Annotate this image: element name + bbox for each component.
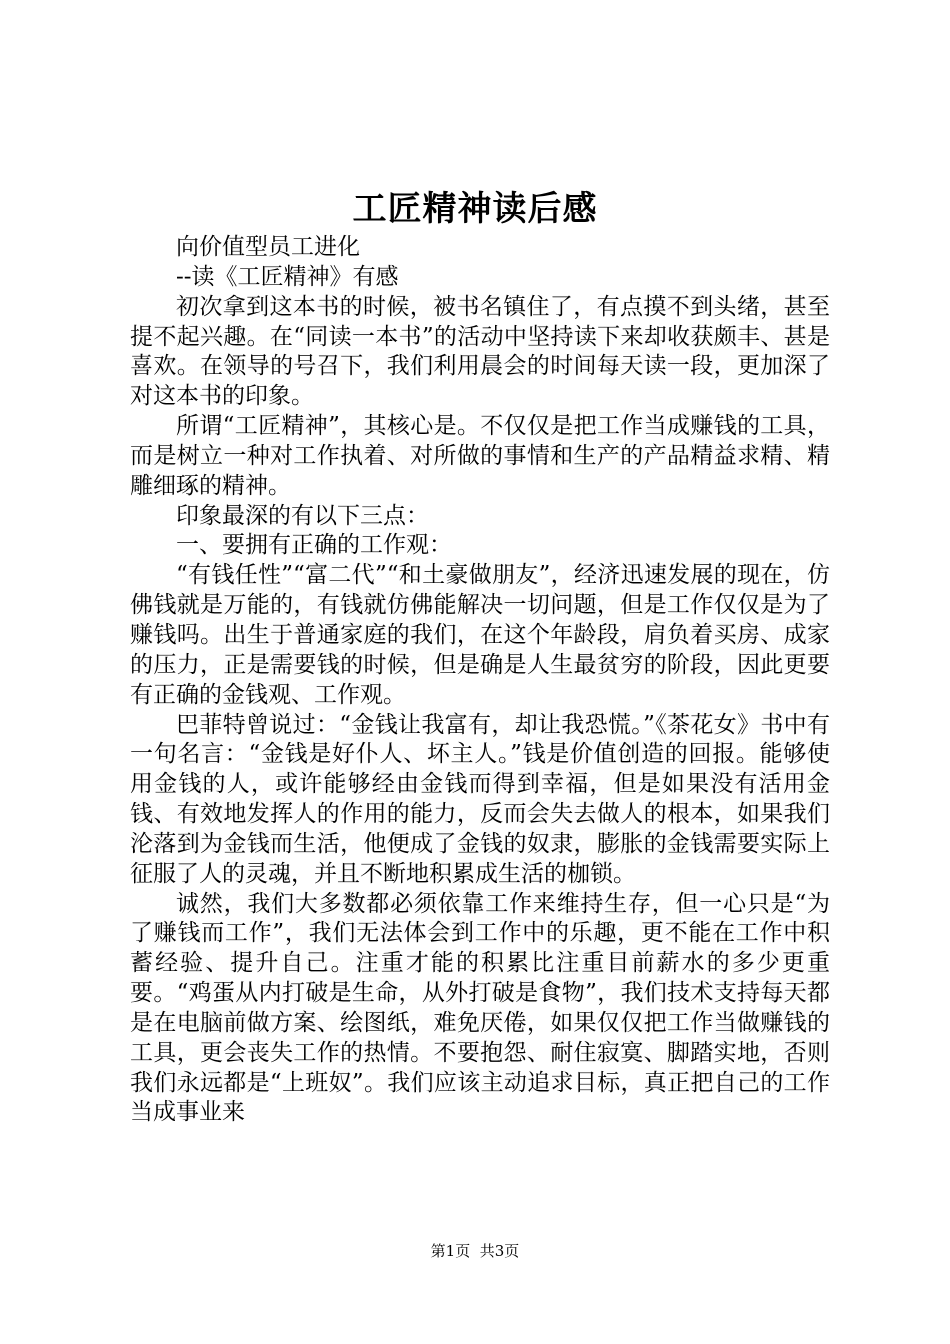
document-title: 工匠精神读后感 [352, 189, 598, 229]
subtitle-line: 向价值型员工进化 [176, 234, 360, 260]
body-paragraph: 初次拿到这本书的时候，被书名镇住了，有点摸不到头绪，甚至提不起兴趣。在“同读一本书”的活动中坚持读下来却收获颇丰、甚是喜欢。在领导的号召下，我们利用晨会的时间每天读一段，更加深了对这本书的印象。 [130, 293, 830, 410]
subtitle-line: --读《工匠精神》有感 [176, 263, 399, 290]
page-total: 共3页 [479, 1242, 520, 1260]
section-heading: 一、要拥有正确的工作观： [176, 532, 452, 559]
document-body [130, 233, 830, 1128]
body-paragraph: 印象最深的有以下三点： [176, 502, 429, 529]
page-number: 第1页 [430, 1242, 471, 1260]
body-paragraph: 巴菲特曾说过：“金钱让我富有，却让我恐慌。”《茶花女》书中有一句名言：“金钱是好仆人、坏主人。”钱是价值创造的回报。能够使用金钱的人，或许能够经由金钱而得到幸福，但是如果没有活用金钱、有效地发挥人的作用的能力，反而会失去做人的根本，如果我们沦落到为金钱而生活，他便成了金钱的奴隶，膨胀的金钱需要实际上征服了人的灵魂，并且不断地积累成生活的枷锁。 [130, 711, 830, 887]
body-paragraph: 诚然，我们大多数都必须依靠工作来维持生存，但一心只是“为了赚钱而工作”，我们无法体会到工作中的乐趣，更不能在工作中积蓄经验、提升自己。注重才能的积累比注重目前薪水的多少更重要。“鸡蛋从内打破是生命，从外打破是食物”，我们技术支持每天都是在电脑前做方案、绘图纸，难免厌倦，如果仅仅把工作当做赚钱的工具，更会丧失工作的热情。不要抱怨、耐住寂寞、脚踏实地，否则我们永远都是“上班奴”。我们应该主动追求目标，真正把自己的工作当成事业来 [130, 890, 830, 1126]
page-footer [0, 1241, 950, 1261]
body-paragraph: “有钱任性”“富二代”“和土豪做朋友”，经济迅速发展的现在，仿佛钱就是万能的，有钱就仿佛能解决一切问题，但是工作仅仅是为了赚钱吗。出生于普通家庭的我们，在这个年龄段，肩负着买房、成家的压力，正是需要钱的时候，但是确是人生最贫穷的阶段，因此更要有正确的金钱观、工作观。 [130, 562, 830, 708]
body-paragraph: 所谓“工匠精神”，其核心是。不仅仅是把工作当成赚钱的工具，而是树立一种对工作执着、对所做的事情和生产的产品精益求精、精雕细琢的精神。 [130, 413, 830, 499]
